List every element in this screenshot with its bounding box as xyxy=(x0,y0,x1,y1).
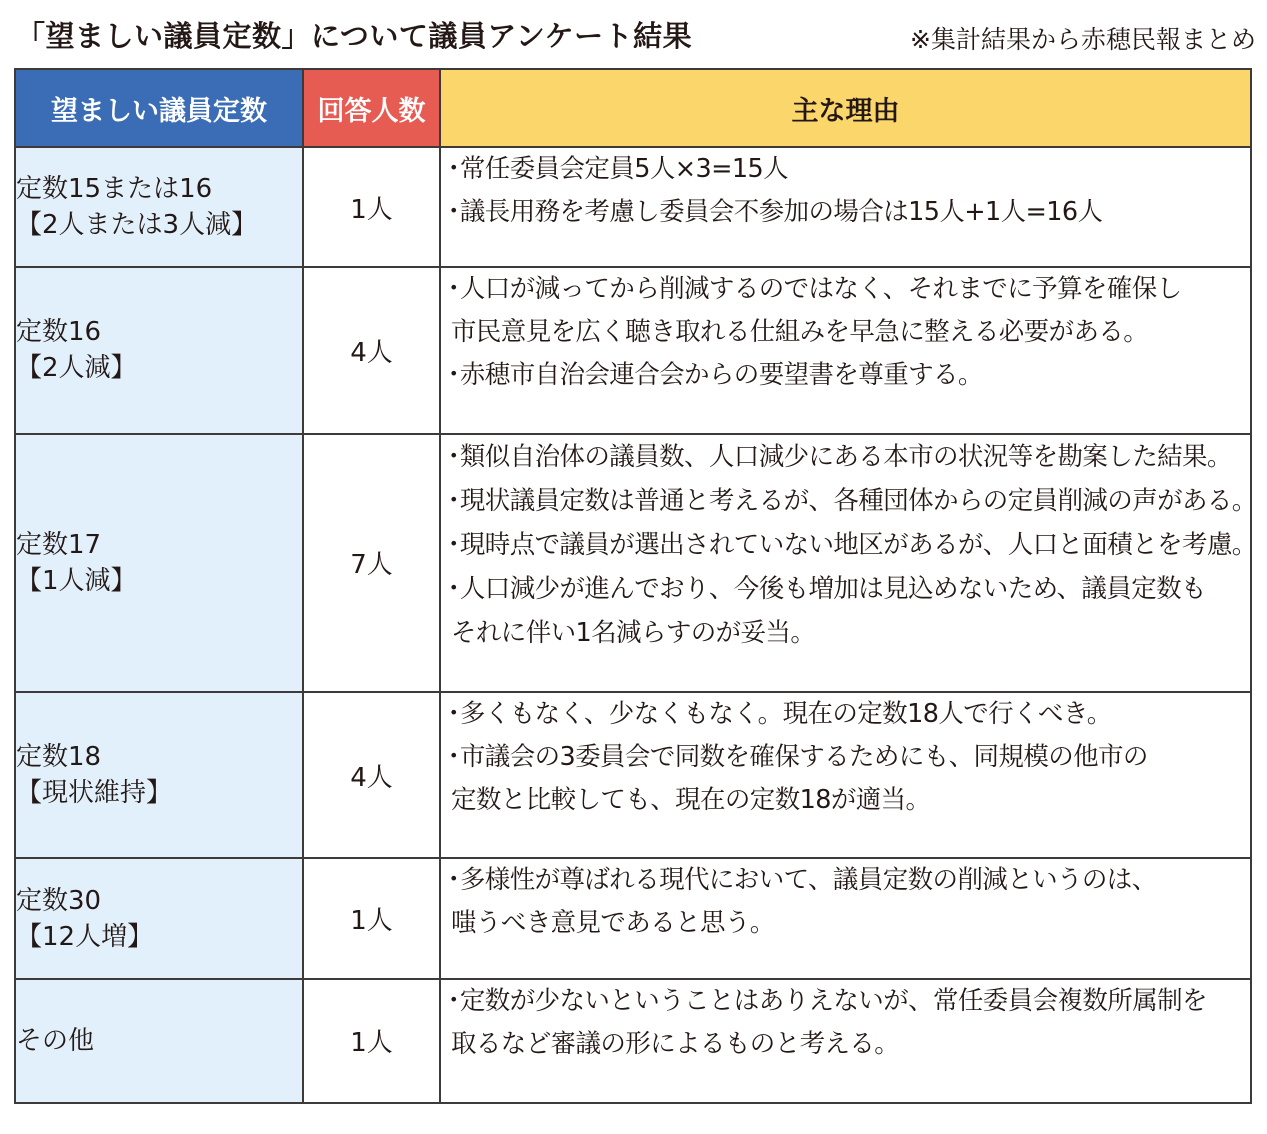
reason-item: ・ 赤穂市自治会連合会からの要望書を尊重する。 xyxy=(441,354,1250,397)
seat-change-label: 【1人減】 xyxy=(16,565,137,596)
seat-change-label: 【現状維持】 xyxy=(16,778,173,809)
reason-continuation: 市民意見を広く聴き取れる仕組みを早急に整える必要がある。 xyxy=(451,317,1149,348)
response-count-cell: 4人 xyxy=(303,692,440,858)
header-row xyxy=(15,69,1251,147)
reason-item: ・ 定数が少ないということはありえないが、常任委員会複数所属制を xyxy=(441,980,1250,1023)
reason-continuation: それに伴い1名減らすのが妥当。 xyxy=(451,617,816,648)
reason-item: ・ 議長用務を考慮し委員会不参加の場合は15人+1人=16人 xyxy=(441,191,1250,234)
seat-count-cell xyxy=(15,267,303,433)
header xyxy=(16,10,1256,60)
seat-count-label: 定数15または16 xyxy=(16,174,213,205)
header-responses: 回答人数 xyxy=(303,69,440,147)
reason-item: ・ 多様性が尊ばれる現代において、議員定数の削減というのは、 xyxy=(441,859,1250,902)
seat-count-cell xyxy=(15,979,303,1103)
seat-count-cell xyxy=(15,434,303,693)
reason-continuation: 定数と比較しても、現在の定数18が適当。 xyxy=(451,785,931,816)
reason-item: ・ 多くもなく、少なくもなく。現在の定数18人で行くべき。 xyxy=(441,693,1250,736)
seat-count-label: 定数16 xyxy=(16,317,102,348)
header-reasons: 主な理由 xyxy=(440,69,1251,147)
seat-count-label: その他 xyxy=(16,1025,95,1056)
reason-item: ・ 常任委員会定員5人×3=15人 xyxy=(441,148,1250,191)
table-row xyxy=(15,979,1251,1103)
seat-change-label: 【2人減】 xyxy=(16,353,137,384)
seat-count-label: 定数18 xyxy=(16,742,102,773)
reasons-cell xyxy=(440,147,1251,267)
survey-table xyxy=(14,68,1257,1104)
reason-item: ・ 類似自治体の議員数、人口減少にある本市の状況等を勘案した結果。 xyxy=(441,435,1250,479)
response-count-cell: 7人 xyxy=(303,434,440,693)
reason-continuation: 取るなど審議の形によるものと考える。 xyxy=(451,1028,900,1059)
reason-item: ・ 人口減少が進んでおり、今後も増加は見込めないため、議員定数も xyxy=(441,567,1250,611)
response-count-cell: 1人 xyxy=(303,147,440,267)
reason-item: ・ 市議会の3委員会で同数を確保するためにも、同規模の他市の xyxy=(441,736,1250,779)
header-desired-count: 望ましい議員定数 xyxy=(15,69,303,147)
seat-change-label: 【12人増】 xyxy=(16,921,154,952)
reasons-cell xyxy=(440,267,1251,433)
response-count-cell: 4人 xyxy=(303,267,440,433)
seat-count-label: 定数17 xyxy=(16,529,102,560)
response-count-cell: 1人 xyxy=(303,858,440,978)
table-row xyxy=(15,267,1251,433)
reasons-cell xyxy=(440,692,1251,858)
table-row xyxy=(15,434,1251,693)
seat-count-cell xyxy=(15,858,303,978)
seat-count-cell xyxy=(15,147,303,267)
reasons-cell xyxy=(440,434,1257,693)
reason-item: ・ 現時点で議員が選出されていない地区があるが、人口と面積とを考慮。 xyxy=(441,523,1250,567)
seat-count-label: 定数30 xyxy=(16,885,102,916)
seat-count-cell xyxy=(15,692,303,858)
table-row xyxy=(15,858,1251,978)
reason-item: ・ 人口が減ってから削減するのではなく、それまでに予算を確保し xyxy=(441,268,1250,311)
source-note: ※集計結果から赤穂民報まとめ xyxy=(910,25,1256,54)
reason-continuation: 嗤うべき意見であると思う。 xyxy=(451,908,775,939)
reasons-cell xyxy=(440,979,1251,1103)
reason-item: ・ 現状議員定数は普通と考えるが、各種団体からの定員削減の声がある。 xyxy=(441,479,1250,523)
page-title: 「望ましい議員定数」について議員アンケート結果 xyxy=(16,19,693,53)
table-row xyxy=(15,692,1251,858)
reasons-cell xyxy=(440,858,1251,978)
table-row xyxy=(15,147,1251,267)
response-count-cell: 1人 xyxy=(303,979,440,1103)
seat-change-label: 【2人または3人減】 xyxy=(16,210,258,241)
